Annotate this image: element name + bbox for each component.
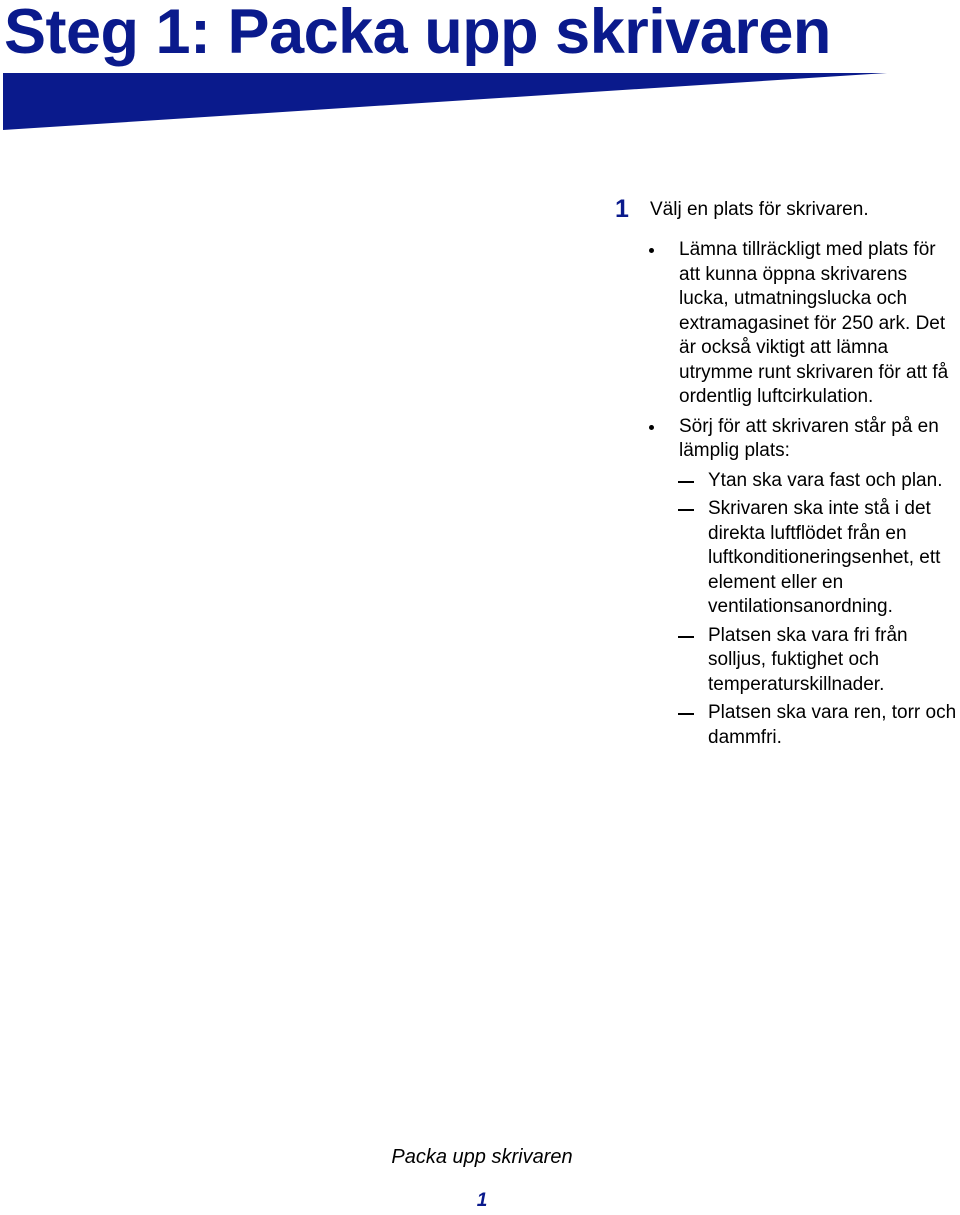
sub-item bbox=[679, 497, 960, 620]
sub-list bbox=[679, 469, 960, 751]
step-number: 1 bbox=[615, 195, 629, 223]
step-heading: Välj en plats för skrivaren. bbox=[650, 199, 869, 220]
bullet-text: Sörj för att skrivaren står på en lämplig plats: bbox=[679, 415, 939, 461]
sub-item-text: Platsen ska vara ren, torr och dammfri. bbox=[708, 702, 957, 748]
page-number: 1 bbox=[476, 1190, 488, 1211]
bullet-item-location bbox=[645, 415, 960, 751]
title-underline-bar bbox=[3, 73, 887, 130]
sub-item bbox=[679, 701, 960, 750]
sub-item bbox=[679, 469, 960, 494]
dash-icon bbox=[678, 636, 694, 638]
page-title: Steg 1: Packa upp skrivaren bbox=[4, 0, 831, 67]
bullet-dot-icon bbox=[649, 425, 654, 430]
sub-item-text: Ytan ska vara fast och plan. bbox=[708, 469, 943, 491]
bullet-dot-icon bbox=[649, 248, 654, 253]
dash-icon bbox=[678, 509, 694, 511]
bullet-item-space bbox=[645, 238, 960, 410]
sub-item-text: Platsen ska vara fri från solljus, fuktighet och temperaturskillnader. bbox=[708, 624, 908, 695]
sub-item-text: Skrivaren ska inte stå i det direkta luftflödet från en luftkonditioneringsenhet, ett element eller en ventilationsanordning. bbox=[708, 498, 941, 617]
footer-section-title: Packa upp skrivaren bbox=[391, 1146, 573, 1168]
dash-icon bbox=[678, 481, 694, 483]
dash-icon bbox=[678, 713, 694, 715]
bullet-text: Lämna tillräckligt med plats för att kunna öppna skrivarens lucka, utmatningslucka och extramagasinet för 250 ark. Det är också viktigt att lämna utrymme runt skrivaren för att få ordentlig luftcirkulation. bbox=[679, 239, 949, 407]
sub-item bbox=[679, 624, 960, 698]
bullet-list bbox=[645, 238, 960, 755]
